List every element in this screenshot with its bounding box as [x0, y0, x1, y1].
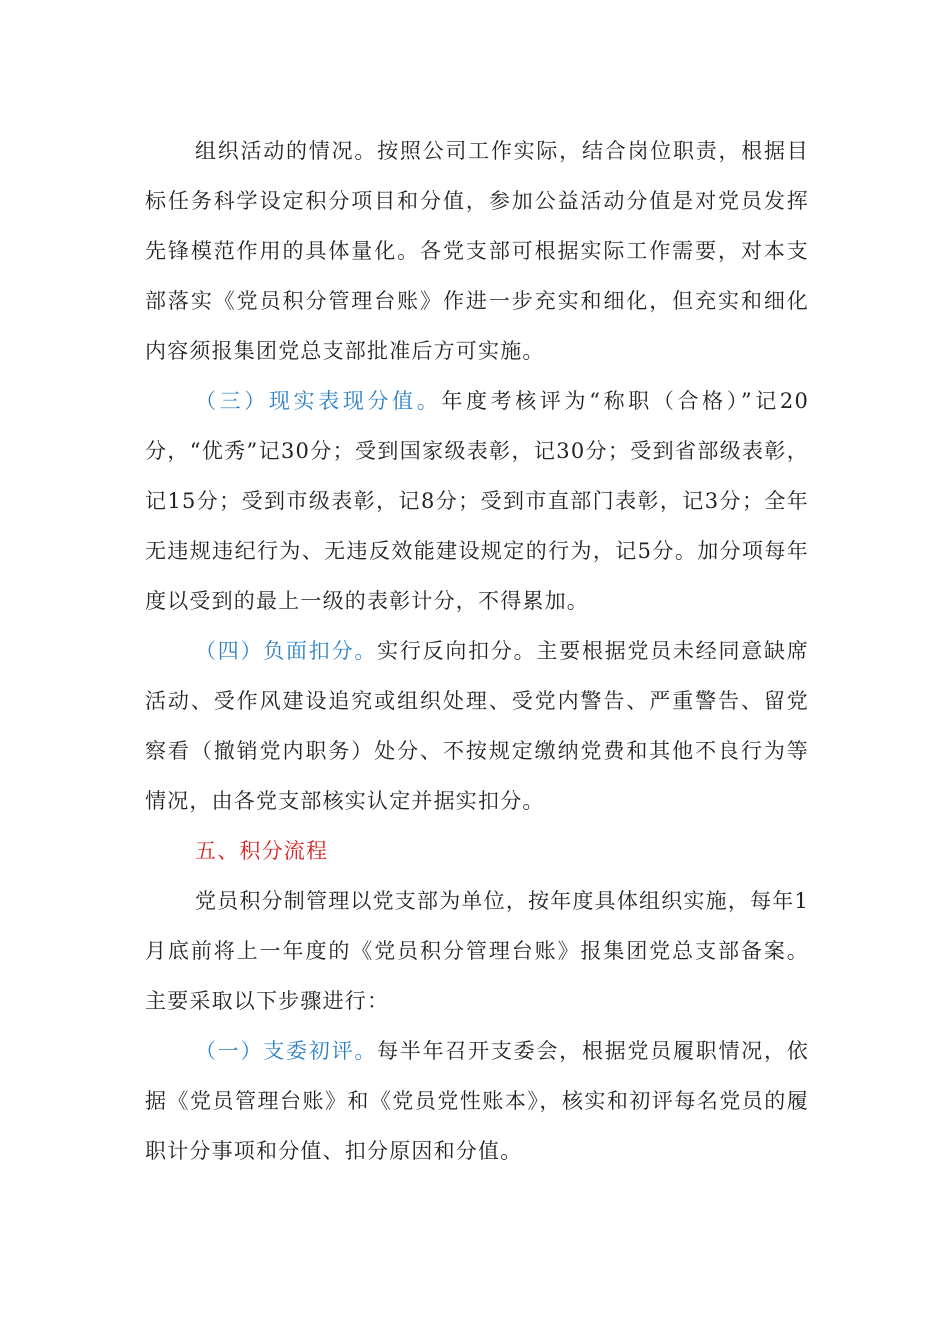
section-lead-performance: （三）现实表现分值。 — [195, 389, 442, 413]
paragraph-performance-score — [145, 376, 809, 626]
paragraph-negative-deduction — [145, 626, 809, 826]
paragraph-process-intro — [145, 876, 809, 1026]
section-lead-initial-review: （一）支委初评。 — [195, 1039, 378, 1063]
paragraph-text: 年度考核评为“称职（合格）”记20分，“优秀”记30分；受到国家级表彰，记30分；受到省部级表彰，记15分；受到市级表彰，记8分；受到市直部门表彰，记3分；全年无违规违纪行为、无违反效能建设规定的行为，记5分。加分项每年度以受到的最上一级的表彰计分，不得累加。 — [145, 389, 810, 613]
document-body — [145, 126, 809, 1176]
paragraph-text: 每半年召开支委会，根据党员履职情况，依据《党员管理台账》和《党员党性账本》，核实和初评每名党员的履职计分事项和分值、扣分原因和分值。 — [145, 1039, 809, 1163]
paragraph-text: 组织活动的情况。按照公司工作实际，结合岗位职责，根据目标任务科学设定积分项目和分值，参加公益活动分值是对党员发挥先锋模范作用的具体量化。各党支部可根据实际工作需要，对本支部落实《党员积分管理台账》作进一步充实和细化，但充实和细化内容须报集团党总支部批准后方可实施。 — [145, 139, 809, 363]
paragraph-text: 党员积分制管理以党支部为单位，按年度具体组织实施，每年1月底前将上一年度的《党员积分管理台账》报集团党总支部备案。主要采取以下步骤进行： — [145, 889, 809, 1013]
section-heading-text: 五、积分流程 — [195, 839, 329, 863]
paragraph-text: 实行反向扣分。主要根据党员未经同意缺席活动、受作风建设追究或组织处理、受党内警告、严重警告、留党察看（撤销党内职务）处分、不按规定缴纳党费和其他不良行为等情况，由各党支部核实认定并据实扣分。 — [145, 639, 809, 813]
paragraph-activity-situation — [145, 126, 809, 376]
section-heading-process — [145, 826, 809, 876]
paragraph-initial-review — [145, 1026, 809, 1176]
section-lead-deduction: （四）负面扣分。 — [195, 639, 378, 663]
